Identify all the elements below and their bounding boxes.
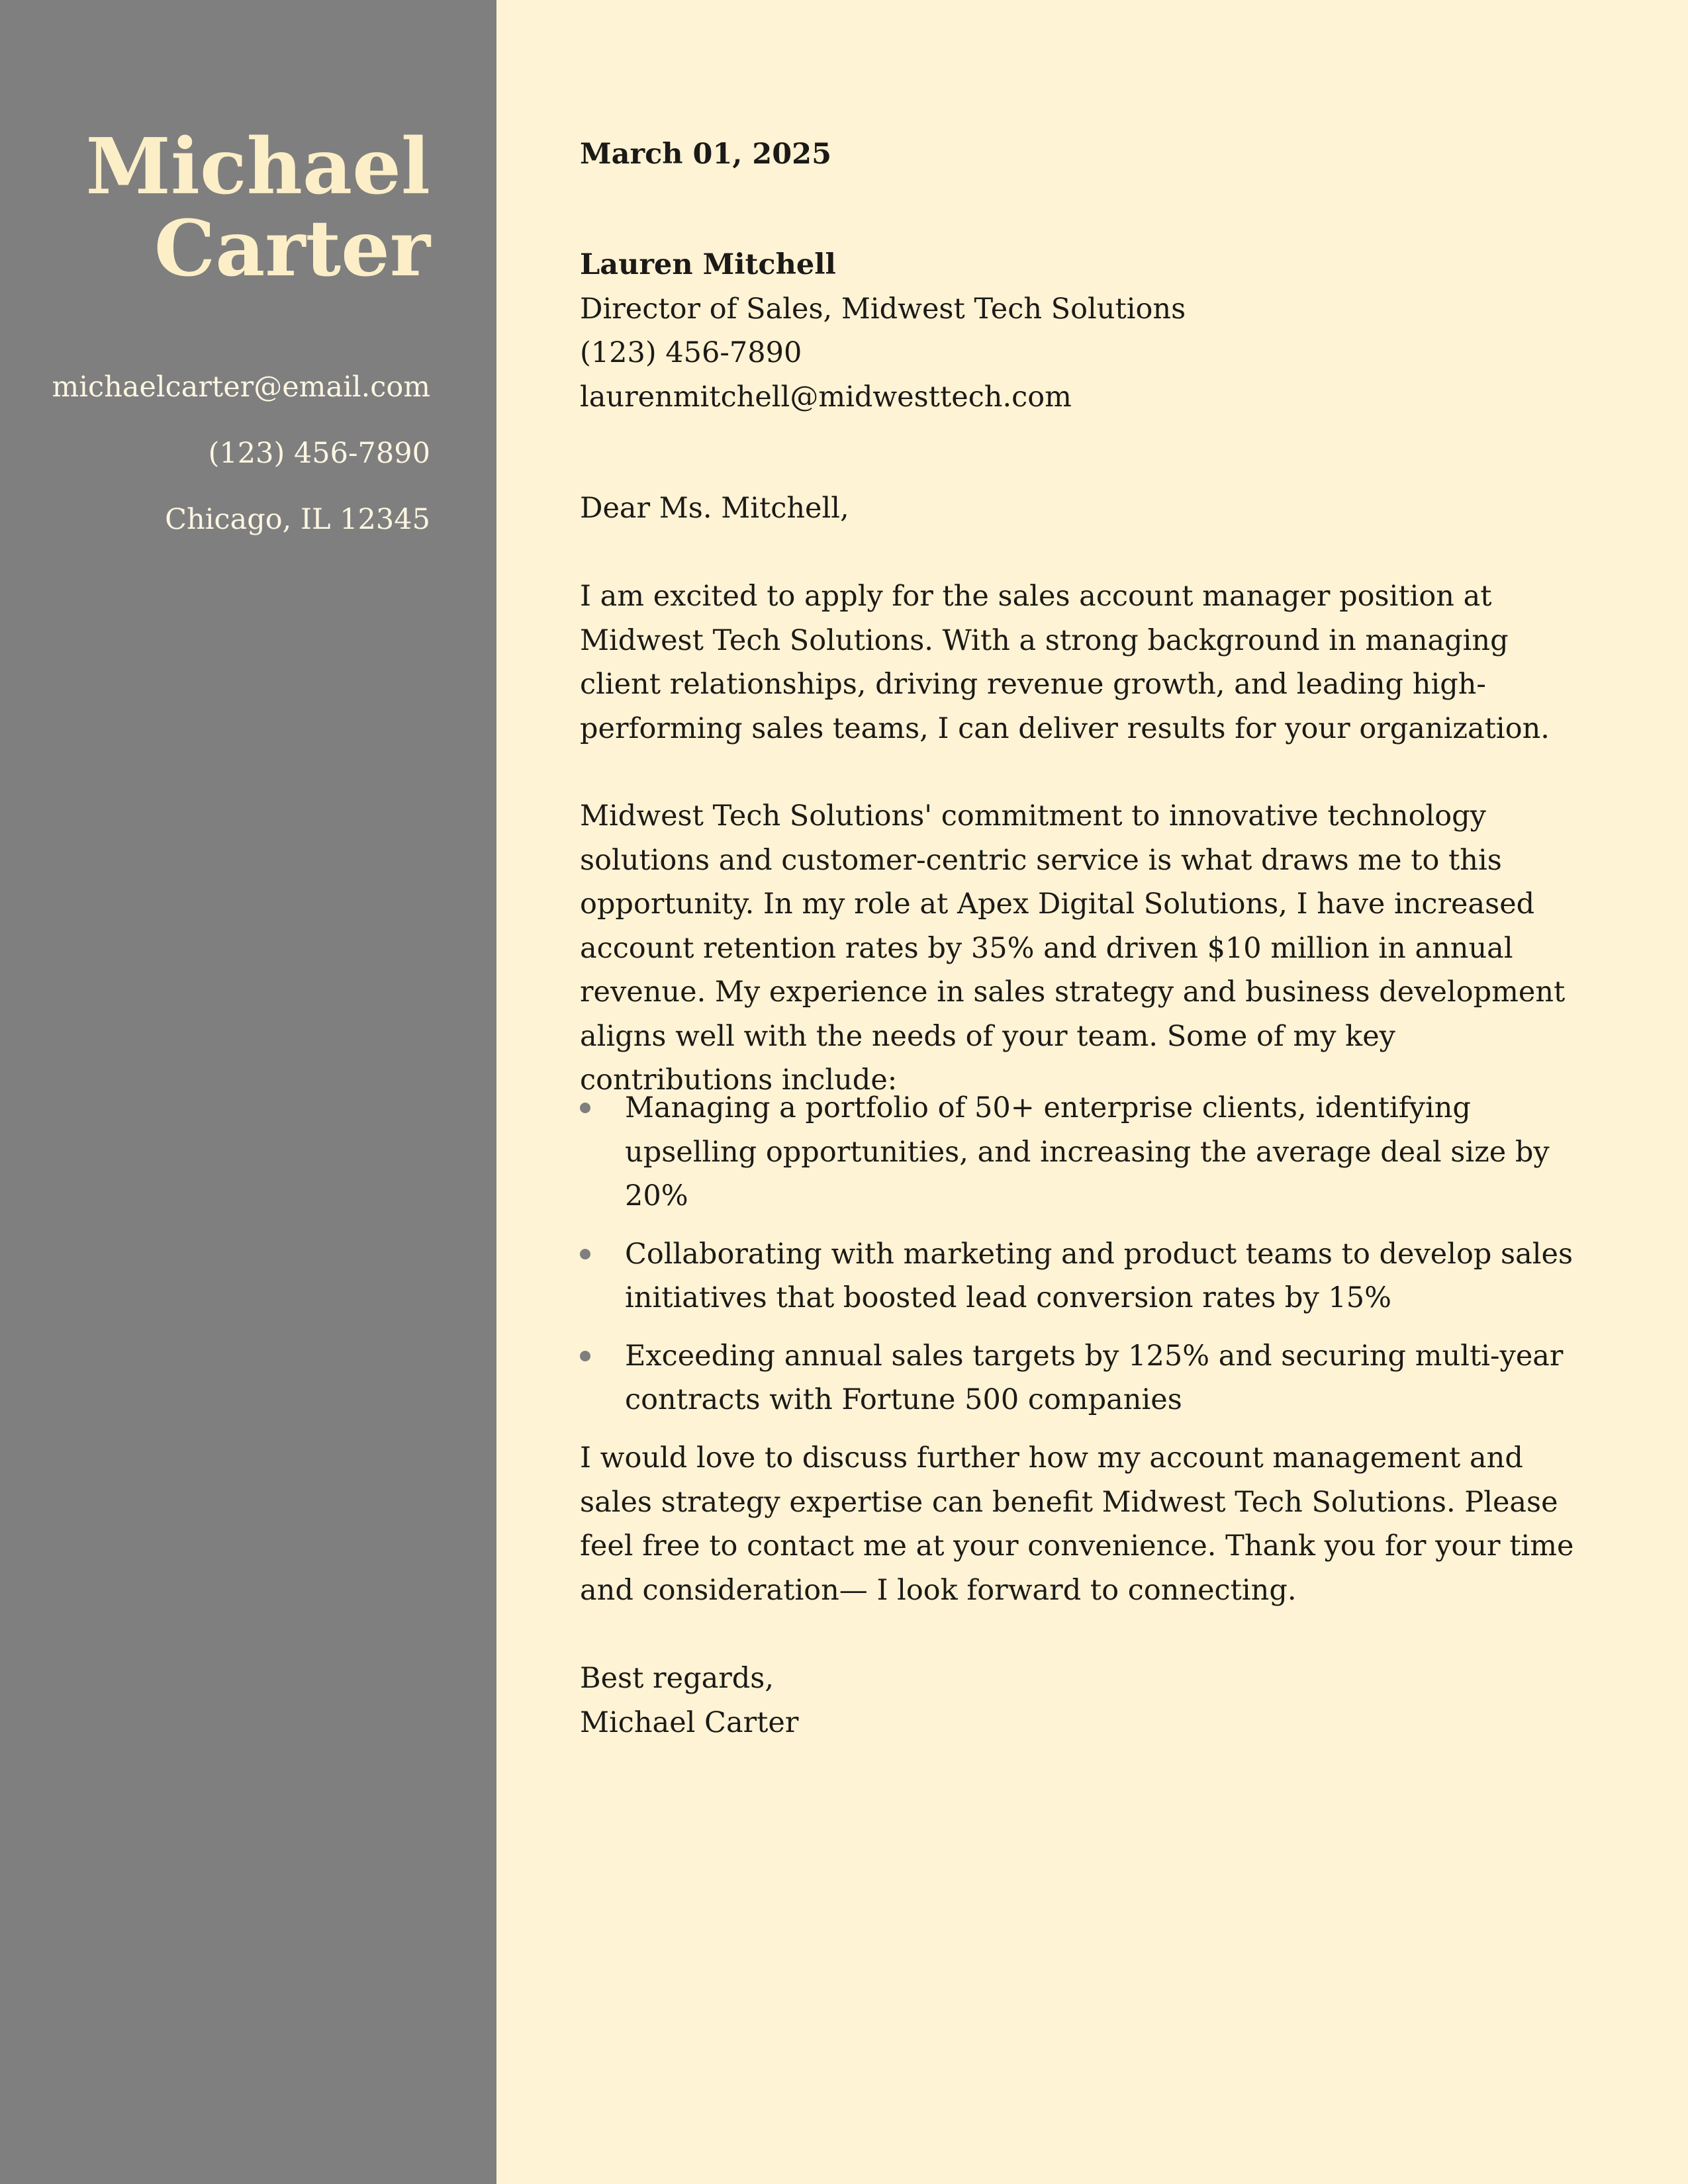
recipient-email: laurenmitchell@midwesttech.com: [580, 380, 1072, 414]
sender-contact: [52, 364, 430, 563]
letter-date: March 01, 2025: [580, 138, 831, 171]
paragraph-experience: Midwest Tech Solutions' commitment to innovative technology solutions and customer-centric service is what draws me to this opportunity. In my role at Apex Digital Solutions, I have increased account retention rates by 35% and driven $10 million in annual revenue. My experience in sales strategy and business development aligns well with the needs of your team. Some of my key contributions include:: [580, 799, 1566, 1097]
sender-last-name: Carter: [154, 204, 430, 294]
list-item: [580, 1232, 1586, 1320]
sidebar: [0, 0, 496, 2184]
sender-name: [85, 122, 430, 294]
sender-first-name: Michael: [85, 122, 430, 212]
list-item: [580, 1086, 1586, 1218]
sign-off: [580, 1657, 798, 1745]
sender-phone: (123) 456-7890: [208, 437, 430, 470]
recipient-phone: (123) 456-7890: [580, 336, 802, 369]
sender-location: Chicago, IL 12345: [165, 503, 430, 536]
list-item-text: Collaborating with marketing and product teams to develop sales initiatives that boosted lead conversion rates by 15%: [625, 1237, 1573, 1314]
list-item: [580, 1334, 1586, 1422]
salutation: Dear Ms. Mitchell,: [580, 492, 849, 525]
list-item-text: Exceeding annual sales targets by 125% and securing multi-year contracts with Fortune 500 companies: [625, 1339, 1564, 1416]
recipient-title: Director of Sales, Midwest Tech Solutions: [580, 292, 1186, 326]
bullet-icon: [580, 1351, 590, 1361]
recipient-block: [580, 243, 1186, 419]
contributions-list: [580, 1086, 1586, 1436]
recipient-name: Lauren Mitchell: [580, 248, 836, 281]
signature-name: Michael Carter: [580, 1706, 799, 1739]
list-item-text: Managing a portfolio of 50+ enterprise clients, identifying upselling opportunities, and increasing the average deal size by 20%: [625, 1091, 1550, 1212]
sender-email: michaelcarter@email.com: [52, 371, 430, 404]
closing-phrase: Best regards,: [580, 1662, 774, 1695]
paragraph-intro: I am excited to apply for the sales account manager position at Midwest Tech Solutions. With a strong background in managing client relationships, driving revenue growth, and leading high-performing sales teams, I can deliver results for your organization.: [580, 580, 1550, 745]
bullet-icon: [580, 1249, 590, 1259]
bullet-icon: [580, 1103, 590, 1113]
paragraph-closing: I would love to discuss further how my account management and sales strategy expertise can benefit Midwest Tech Solutions. Please feel free to contact me at your convenience. Thank you for your time and consideration— I look forward to connecting.: [580, 1441, 1574, 1607]
